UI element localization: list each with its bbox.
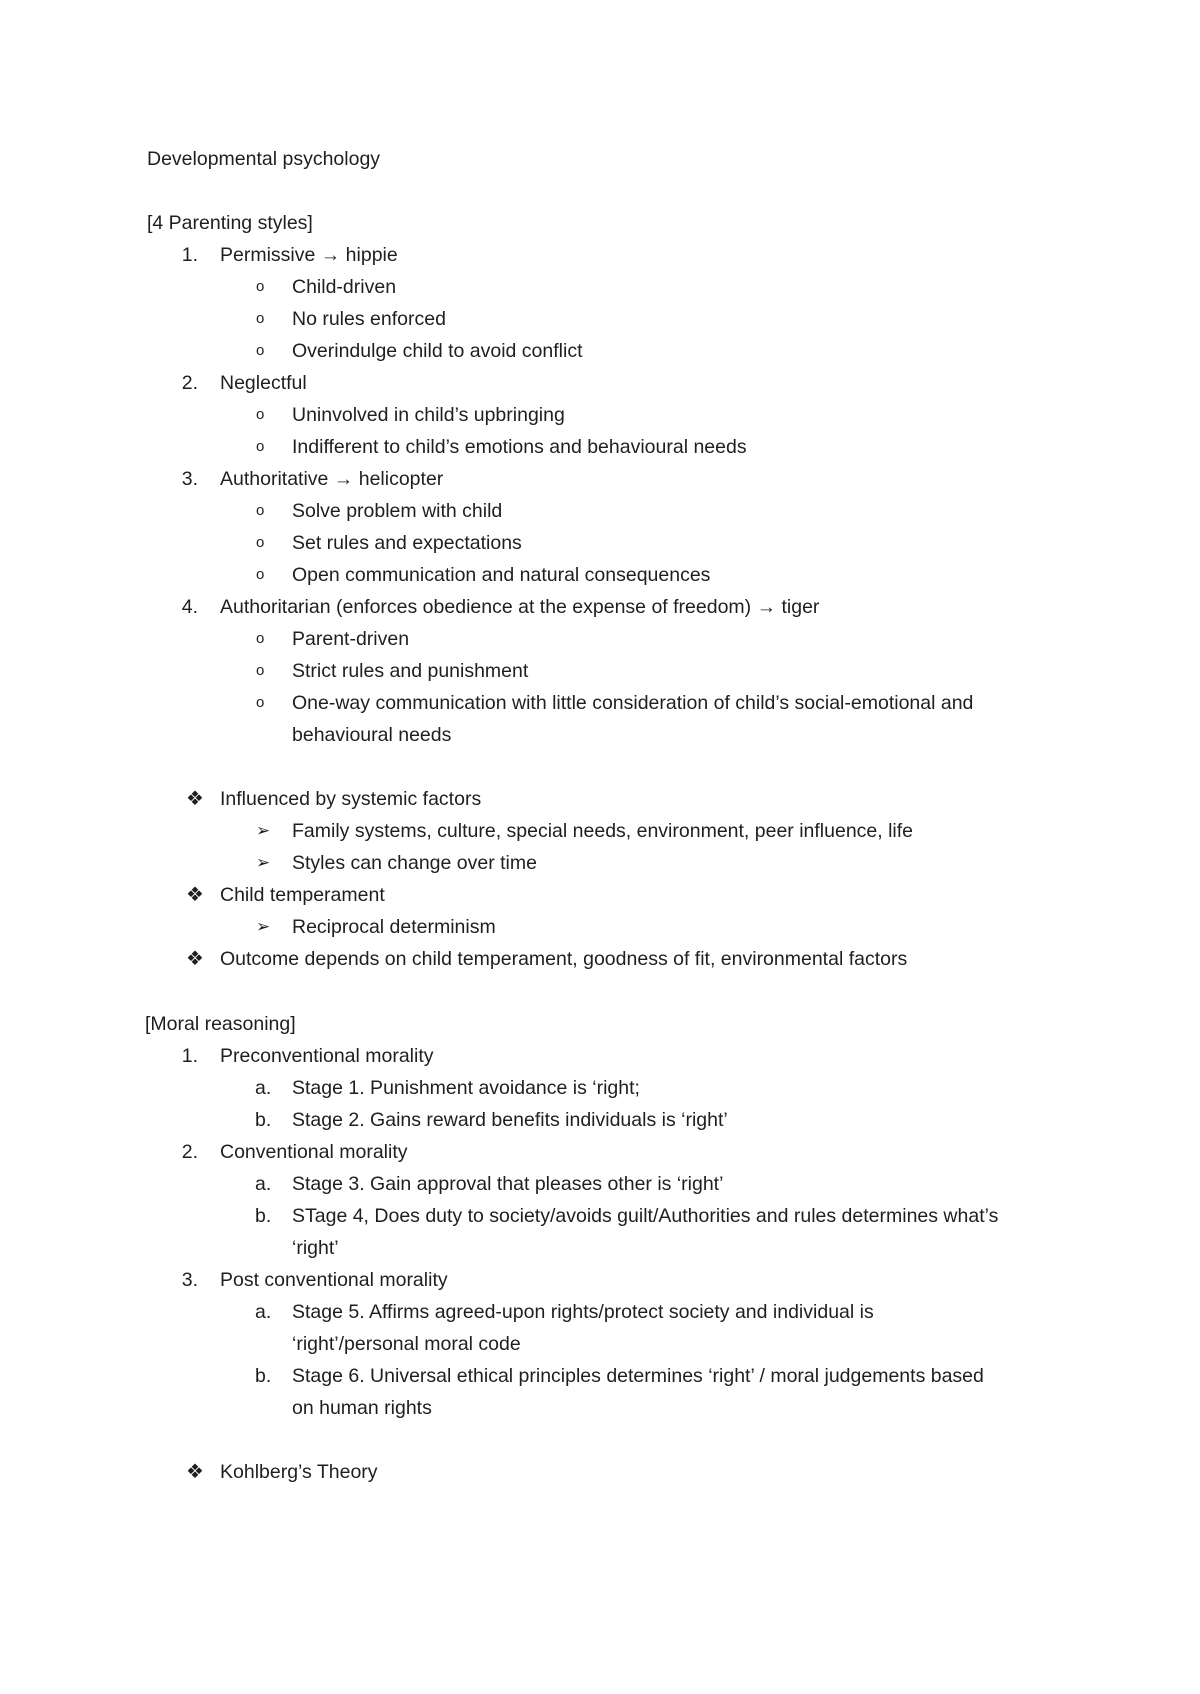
diamond-bullet-icon: ❖ [186, 1461, 204, 1483]
list-number: 2. [181, 372, 198, 394]
circle-bullet-icon: o [256, 502, 265, 519]
circle-bullet-icon: o [256, 310, 265, 327]
letter-marker: b. [255, 1205, 272, 1227]
diamond-bullet-icon: ❖ [186, 948, 204, 970]
circle-bullet-icon: o [256, 342, 265, 359]
circle-bullet-icon: o [256, 662, 265, 679]
list-item-label: Conventional morality [220, 1141, 408, 1163]
list-item-label: Authoritative → helicopter [220, 468, 444, 490]
circle-bullet-icon: o [256, 278, 265, 295]
list-number: 3. [181, 1269, 198, 1291]
letter-marker: a. [255, 1077, 272, 1099]
circle-bullet-icon: o [256, 534, 265, 551]
circle-bullet-icon: o [256, 406, 265, 423]
letter-marker: a. [255, 1173, 272, 1195]
circle-bullet-icon: o [256, 438, 265, 455]
list-item-label: Post conventional morality [220, 1269, 448, 1291]
letter-marker: b. [255, 1109, 272, 1131]
list-number: 4. [181, 596, 198, 618]
list-number: 3. [181, 468, 198, 490]
letter-marker: a. [255, 1301, 272, 1323]
diamond-bullet-icon: ❖ [186, 884, 204, 906]
list-item-label: Neglectful [220, 372, 307, 394]
circle-bullet-icon: o [256, 630, 265, 647]
diamond-bullet-icon: ❖ [186, 788, 204, 810]
circle-bullet-icon: o [256, 566, 265, 583]
document-page: Developmental psychology [4 Parenting styles] 1. Permissive → hippie o Child-driven o No rules enforced o Overindulge child to avoid conflict 2. Neglectful o Uninvolved in child’s upbringing o Indifferent to child’s emotions and behavioural needs 3. Authoritative → helicopter o Solve problem with child o Set rules and expectations o Open communication and natural consequences 4. Authoritarian (enforces obedience at the expense of freedom) → tiger o Parent-driven o Strict rules and punishment o One-way communication with little consideration of child’s social-emotional and behavioural needs ❖ Influenced by systemic factors ➢ Family systems, culture, special needs, environment, peer influence, life ➢ Styles can change over time ❖ Child temperament ➢ Reciprocal determinism ❖ Outcome depends on child temperament, goodness of fit, environmental factors [Moral reasoning] 1. Preconventional morality a. Stage 1. Punishment avoidance is ‘right; b. Stage 2. Gains reward benefits individuals is ‘right’ 2. Conventional morality a. Stage 3. Gain approval that pleases other is ‘right’ b. STage 4, Does duty to society/avoids guilt/Authorities and rules determines what’s ‘right’ 3. Post conventional morality a. Stage 5. Affirms agreed-upon rights/protect society and individual is ‘right’/personal moral code b. Stage 6. Universal ethical principles determines ‘right’ / moral judgements based on human rights ❖ Kohlberg’s Theory [0, 0, 1200, 1694]
list-item-label: Authoritarian (enforces obedience at the expense of freedom) → tiger [220, 596, 820, 618]
arrowhead-bullet-icon: ➢ [256, 917, 271, 936]
list-item-label: Permissive → hippie [220, 244, 398, 266]
list-number: 2. [181, 1141, 198, 1163]
list-number: 1. [181, 244, 198, 266]
arrowhead-bullet-icon: ➢ [256, 821, 271, 840]
letter-marker: b. [255, 1365, 272, 1387]
list-item-label: Preconventional morality [220, 1045, 434, 1067]
circle-bullet-icon: o [256, 694, 265, 711]
list-number: 1. [181, 1045, 198, 1067]
arrowhead-bullet-icon: ➢ [256, 853, 271, 872]
